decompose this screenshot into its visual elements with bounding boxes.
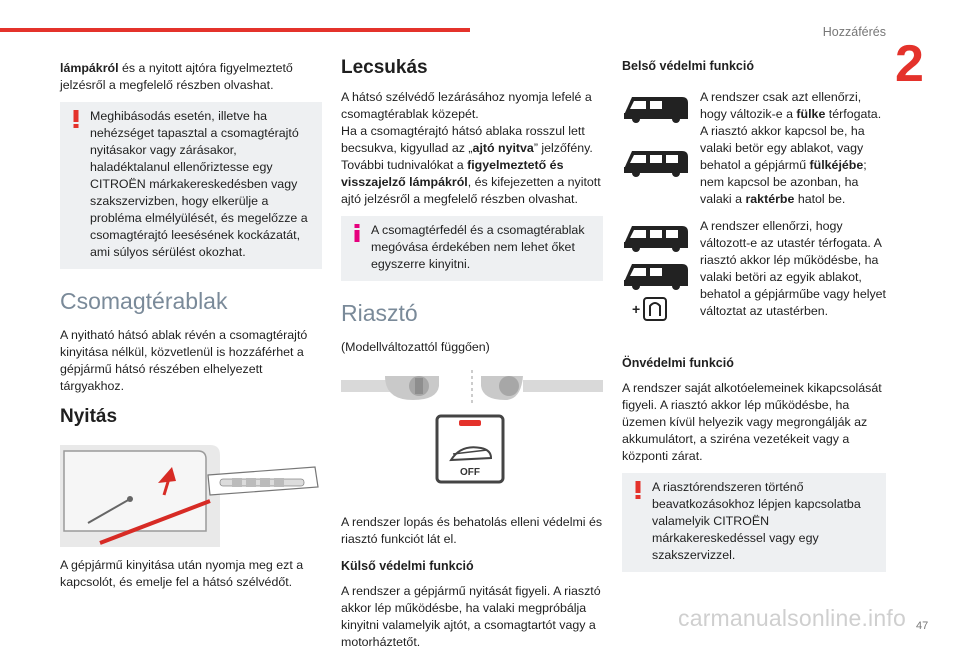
service-warning-note xyxy=(622,473,886,572)
van-tilt-icon xyxy=(622,218,692,338)
column-3 xyxy=(622,58,886,586)
info-text: A csomagtérfedél és a csomagtérablak megóvása érdekében nem lehet őket egyszerre kinyitni. xyxy=(371,223,585,271)
rear-window-illustration xyxy=(60,439,322,547)
self-protection-title: Önvédelmi funkció xyxy=(622,356,734,370)
info-icon xyxy=(351,224,363,242)
warning-note xyxy=(60,102,322,269)
rear-window-title: Csomagtérablak xyxy=(60,288,228,314)
internal-protection-text-1: A rendszer csak azt ellenőrzi, hogy változik-e a fülke térfogata. A riasztó akkor kapcsol be, ha valaki betör egy ablakot, vagy behatol a gépjármű fülkéjébe; nem kapcsol be azonban, ha valaki a raktérbe hatol be. xyxy=(700,90,882,206)
external-protection-text: A rendszer a gépjármű nyitását figyeli. A riasztó akkor lép működésbe, ha valaki megpróbálja kinyitni valamelyik ajtót, a csomagtartót vagy a motorháztetőt. xyxy=(341,584,601,649)
column-1 xyxy=(60,60,322,599)
intro-paragraph: lámpákról és a nyitott ajtóra figyelmeztető jelzésről a megfelelő részben olvashat. xyxy=(60,61,293,92)
page-number: 47 xyxy=(916,620,929,632)
close-paragraph-2: Ha a csomagtérajtó hátsó ablaka rosszul lett becsukva, kigyullad az „ajtó nyitva” jelzőfény. xyxy=(341,124,593,155)
alarm-subtitle: (Modellváltozattól függően) xyxy=(341,340,490,354)
internal-protection-title: Belső védelmi funkció xyxy=(622,59,754,73)
internal-protection-text-2: A rendszer ellenőrzi, hogy változott-e az utastér térfogata. A riasztó akkor lép működésbe, ha valaki betöri az egyik ablakot, behatol a gépjárműbe vagy helyet változtat az utastérben. xyxy=(700,219,886,318)
section-title: Hozzáférés xyxy=(822,25,886,39)
off-label: OFF xyxy=(460,467,480,478)
dashboard-illustration xyxy=(341,364,603,506)
van-icons-1 xyxy=(622,89,696,208)
van-icons-2 xyxy=(622,218,696,343)
watermark: carmanualsonline.info xyxy=(678,605,906,631)
open-title: Nyitás xyxy=(60,406,118,427)
alarm-title: Riasztó xyxy=(341,300,418,326)
close-title: Lecsukás xyxy=(341,57,428,78)
warning-icon xyxy=(632,481,644,499)
rear-window-text: A nyitható hátsó ablak révén a csomagtérajtó kinyitása nélkül, közvetlenül is hozzáférhet a gépjármű hátsó részében elhelyezett tárgyakhoz. xyxy=(60,328,308,393)
warning-icon xyxy=(70,110,82,128)
info-note xyxy=(341,216,603,281)
self-protection-text: A rendszer saját alkotóelemeinek kikapcsolását figyeli. A riasztó akkor lép működésbe, ha üzemen kívül helyezik vagy megrongálják az akkumulátort, a sziréna vezetékeit vagy a központi zárat. xyxy=(622,381,882,463)
service-warning-text: A riasztórendszeren történő beavatkozásokhoz lépjen kapcsolatba valamelyik CITROËN márkakereskedéssel vagy egy szakszervizzel. xyxy=(652,480,861,562)
column-2 xyxy=(341,55,603,659)
close-paragraph: A hátsó szélvédő lezárásához nyomja lefelé a csomagtérablak közepét. xyxy=(341,90,592,121)
header-accent-bar xyxy=(0,28,470,32)
chapter-number: 2 xyxy=(895,35,924,93)
internal-protection-row-2 xyxy=(622,218,886,343)
warning-text: Meghibásodás esetén, illetve ha nehézséget tapasztal a csomagtérajtó nyitásakor vagy zárásakor, haladéktalanul ellenőriztesse egy CITROËN márkakereskedésben vagy szakszervizben, hogy elkerülje a probléma elmélyülését, és megelőzze a csomagtérajtó leesésének kockázatát, ami súlyos sérülést okozhat. xyxy=(90,109,308,259)
tailgate-illustration xyxy=(60,439,322,547)
open-text: A gépjármű kinyitása után nyomja meg ezt a kapcsolót, és emelje fel a hátsó szélvédőt. xyxy=(60,558,304,589)
internal-protection-row-1 xyxy=(622,89,886,208)
alarm-text: A rendszer lopás és behatolás elleni védelmi és riasztó funkciót lát el. xyxy=(341,515,603,546)
svg-text:+: + xyxy=(632,301,641,317)
van-icon xyxy=(622,89,692,199)
external-protection-title: Külső védelmi funkció xyxy=(341,559,474,573)
alarm-illustration xyxy=(341,364,603,506)
close-paragraph-3: További tudnivalókat a figyelmeztető és visszajelző lámpákról, és kifejezetten a nyitott ajtó jelzésről a megfelelő részben olvashat. xyxy=(341,158,601,206)
